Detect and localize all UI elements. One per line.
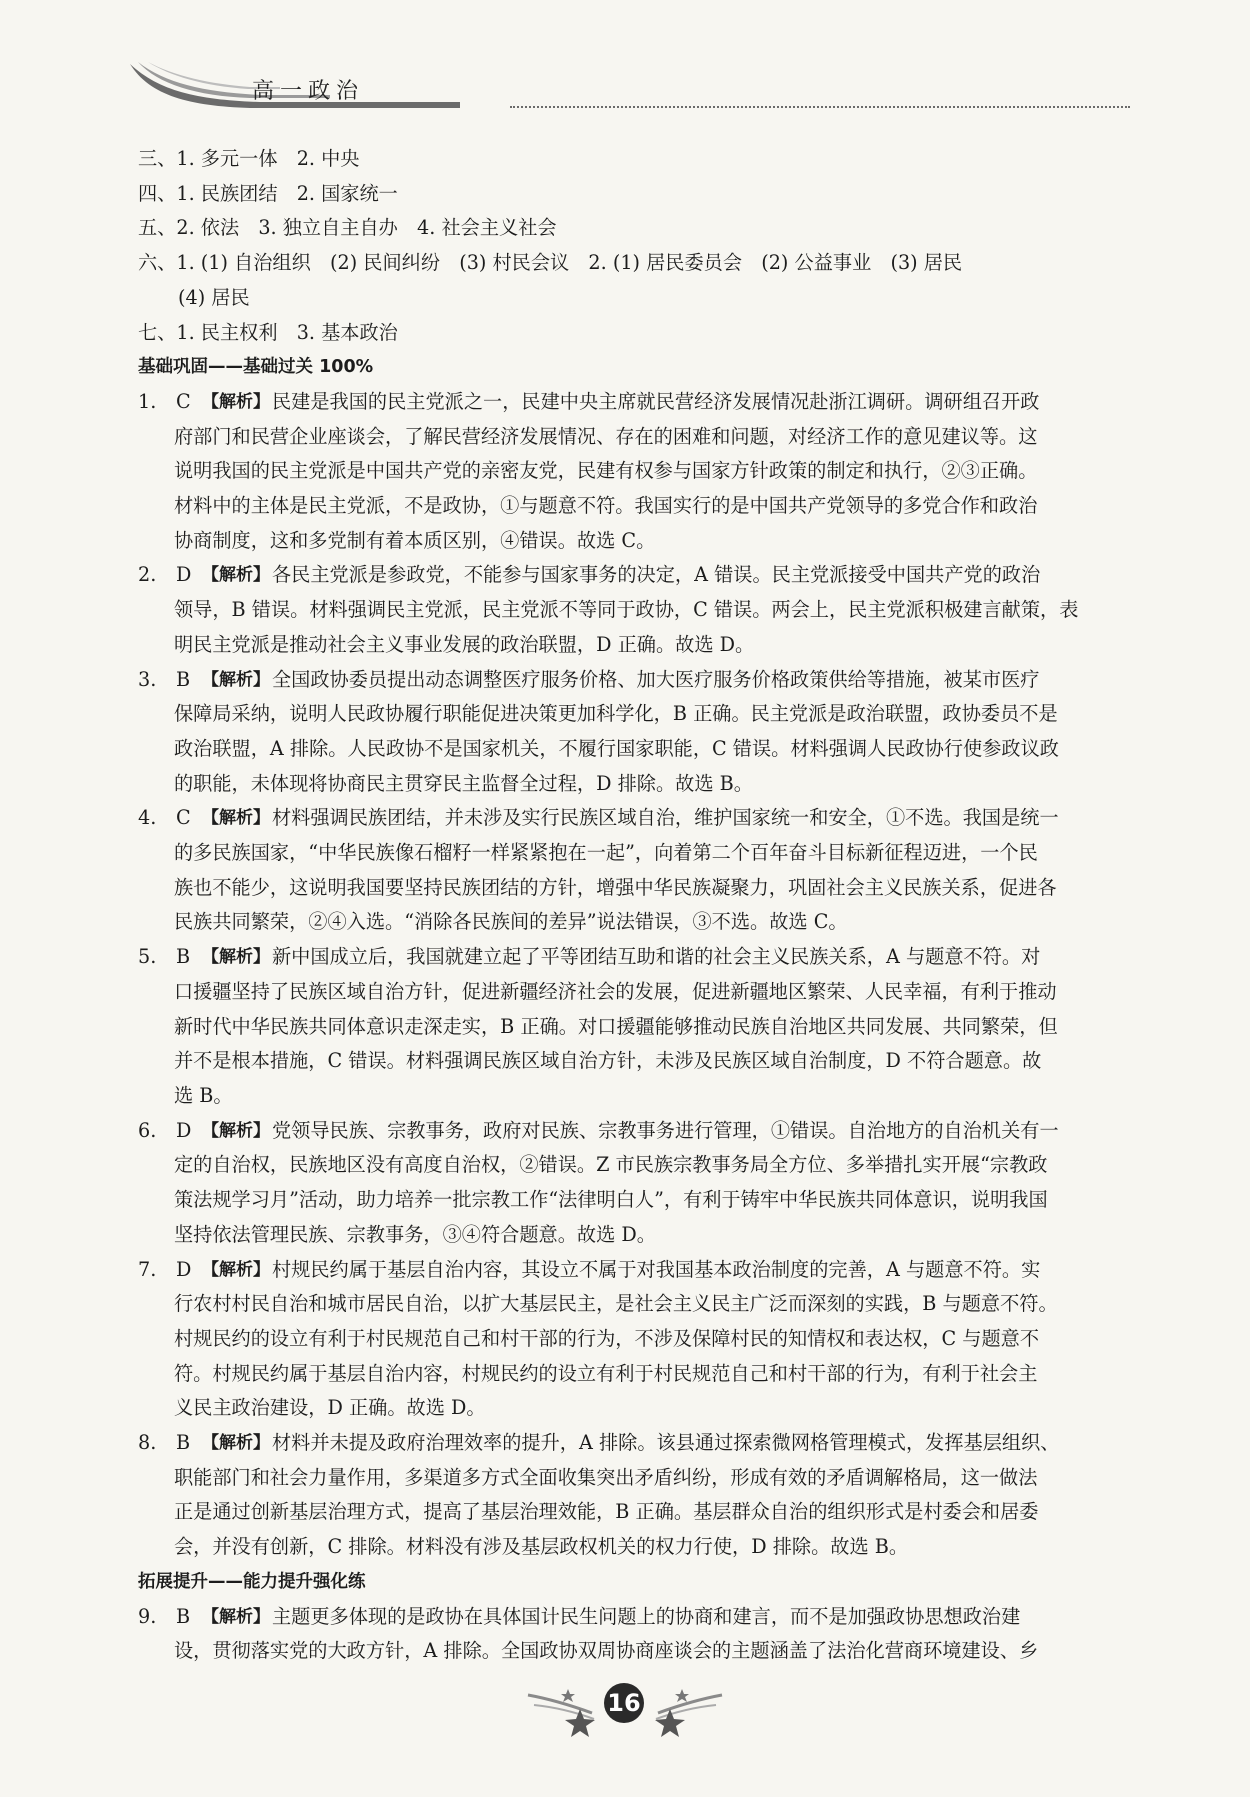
question-item [138,1600,1132,1669]
question-first-line [138,1600,1132,1635]
analysis-text: 义民主政治建设，D 正确。故选 D。 [174,1396,486,1420]
page-number: 16 [604,1683,644,1723]
section-heading-basic: 基础巩固——基础过关 100% [138,357,374,378]
analysis-text: 村规民约属于基层自治内容，其设立不属于对我国基本政治制度的完善，A 与题意不符。实 [272,1257,1041,1281]
answer-letter: B [176,945,191,969]
answer-line-qi: 七、1. 民主权利 3. 基本政治 [138,320,398,344]
header-divider [510,106,1130,108]
question-first-line [138,1253,1132,1288]
analysis-text: 各民主党派是参政党，不能参与国家事务的决定，A 错误。民主党派接受中国共产党的政治 [272,563,1041,587]
answer-letter: C [176,806,191,830]
analysis-text: 协商制度，这和多党制有着本质区别，④错误。故选 C。 [174,528,656,552]
question-number: 5. [138,945,157,969]
analysis-text: 领导，B 错误。材料强调民主党派，民主党派不等同于政协，C 错误。两会上，民主党派积极建言献策，表 [174,598,1079,622]
analysis-text: 职能部门和社会力量作用，多渠道多方式全面收集突出矛盾纠纷，形成有效的矛盾调解格局，这一做法 [174,1465,1038,1489]
question-number: 6. [138,1118,157,1142]
question-first-line [138,1114,1132,1149]
question-number: 3. [138,667,157,691]
answer-line-wu: 五、2. 依法 3. 独立自主自办 4. 社会主义社会 [138,216,557,240]
question-first-line [138,1426,1132,1461]
analysis-text: 主题更多体现的是政协在具体国计民生问题上的协商和建言，而不是加强政协思想政治建 [272,1604,1021,1628]
answer-letter: B [176,1604,191,1628]
question-first-line [138,940,1132,975]
question-item [138,940,1132,1114]
page-header [130,62,1130,122]
question-number: 8. [138,1431,157,1455]
page-title: 高一政治 [252,79,365,104]
analysis-text: 选 B。 [174,1083,233,1107]
answer-letter: C [176,389,191,413]
question-list [138,385,1132,1565]
analysis-text: 全国政协委员提出动态调整医疗服务价格、加大医疗服务价格政策供给等措施，被某市医疗 [272,667,1040,691]
analysis-tag: 【解析】 [202,565,270,586]
analysis-text: 府部门和民营企业座谈会，了解民营经济发展情况、存在的困难和问题，对经济工作的意见建议等。这 [174,424,1038,448]
question-item [138,1114,1132,1253]
analysis-text: 设，贯彻落实党的大政方针，A 排除。全国政协双周协商座谈会的主题涵盖了法治化营商环境建设、乡 [174,1639,1039,1663]
analysis-text: 材料中的主体是民主党派，不是政协，①与题意不符。我国实行的是中国共产党领导的多党合作和政治 [174,494,1038,518]
question-number: 2. [138,563,157,587]
analysis-tag: 【解析】 [202,669,270,690]
analysis-text: 策法规学习月”活动，助力培养一批宗教工作“法律明白人”，有利于铸牢中华民族共同体意识，说明我国 [174,1188,1048,1212]
answer-line-liu: 六、1. (1) 自治组织 (2) 民间纠纷 (3) 村民会议 2. (1) 居民委员会 (2) 公益事业 (3) 居民 [138,251,963,275]
question-item [138,1426,1132,1565]
question-first-line [138,663,1132,698]
analysis-text: 行农村村民自治和城市居民自治，以扩大基层民主，是社会主义民主广泛而深刻的实践，B 与题意不符。 [174,1292,1058,1316]
analysis-text: 并不是根本措施，C 错误。材料强调民族区域自治方针，未涉及民族区域自治制度，D 不符合题意。故 [174,1049,1042,1073]
answer-letter: D [176,563,192,587]
analysis-tag: 【解析】 [202,947,270,968]
question-number: 1. [138,389,157,413]
answer-letter: B [176,667,191,691]
analysis-text: 的职能，未体现将协商民主贯穿民主监督全过程，D 排除。故选 B。 [174,771,753,795]
analysis-text: 村规民约的设立有利于村民规范自己和村干部的行为，不涉及保障村民的知情权和表达权，C 与题意不 [174,1326,1040,1350]
answer-line-liu-cont: (4) 居民 [178,285,250,309]
answer-line-si: 四、1. 民族团结 2. 国家统一 [138,181,398,205]
analysis-text: 正是通过创新基层治理方式，提高了基层治理效能，B 正确。基层群众自治的组织形式是村委会和居委 [174,1500,1039,1524]
section-heading-extension: 拓展提升——能力提升强化练 [138,1571,366,1592]
analysis-text: 定的自治权，民族地区没有高度自治权，②错误。Z 市民族宗教事务局全方位、多举措扎实开展“宗教政 [174,1153,1048,1177]
analysis-tag: 【解析】 [202,1120,270,1141]
analysis-text: 民建是我国的民主党派之一，民建中央主席就民营经济发展情况赴浙江调研。调研组召开政 [272,389,1040,413]
analysis-text: 口援疆坚持了民族区域自治方针，促进新疆经济社会的发展，促进新疆地区繁荣、人民幸福，有利于推动 [174,979,1057,1003]
question-item [138,385,1132,559]
analysis-text: 说明我国的民主党派是中国共产党的亲密友党，民建有权参与国家方针政策的制定和执行，②③正确。 [174,459,1038,483]
question-item [138,801,1132,940]
analysis-tag: 【解析】 [202,1259,270,1280]
analysis-tag: 【解析】 [202,1433,270,1454]
analysis-text: 符。村规民约属于基层自治内容，村规民约的设立有利于村民规范自己和村干部的行为，有利于社会主 [174,1361,1038,1385]
question-first-line [138,801,1132,836]
answer-letter: B [176,1431,191,1455]
analysis-tag: 【解析】 [202,808,270,829]
analysis-tag: 【解析】 [202,391,270,412]
analysis-text: 保障局采纳，说明人民政协履行职能促进决策更加科学化，B 正确。民主党派是政治联盟，政协委员不是 [174,702,1058,726]
analysis-text: 新中国成立后，我国就建立起了平等团结互助和谐的社会主义民族关系，A 与题意不符。对 [272,945,1041,969]
analysis-text: 党领导民族、宗教事务，政府对民族、宗教事务进行管理，①错误。自治地方的自治机关有一 [272,1118,1059,1142]
question-item [138,1253,1132,1427]
analysis-text: 会，并没有创新，C 排除。材料没有涉及基层政权机关的权力行使，D 排除。故选 B。 [174,1535,909,1559]
question-first-line [138,385,1132,420]
question-item [138,558,1132,662]
question-item [138,663,1132,802]
answer-line-san: 三、1. 多元一体 2. 中央 [138,147,360,170]
analysis-text: 明民主党派是推动社会主义事业发展的政治联盟，D 正确。故选 D。 [174,632,755,656]
analysis-text: 的多民族国家，“中华民族像石榴籽一样紧紧抱在一起”，向着第二个百年奋斗目标新征程迈进，一个民 [174,841,1038,865]
analysis-text: 新时代中华民族共同体意识走深走实，B 正确。对口援疆能够推动民族自治地区共同发展、共同繁荣，但 [174,1014,1058,1038]
question-number: 4. [138,806,157,830]
question-number: 7. [138,1257,157,1281]
analysis-text: 坚持依法管理民族、宗教事务，③④符合题意。故选 D。 [174,1222,656,1246]
answer-letter: D [176,1118,192,1142]
question-list-extension [138,1600,1132,1669]
question-first-line [138,558,1132,593]
analysis-text: 材料强调民族团结，并未涉及实行民族区域自治，维护国家统一和安全，①不选。我国是统一 [272,806,1059,830]
analysis-text: 民族共同繁荣，②④入选。“消除各民族间的差异”说法错误，③不选。故选 C。 [174,910,848,934]
question-number: 9. [138,1604,157,1628]
analysis-text: 材料并未提及政府治理效率的提升，A 排除。该县通过探索微网格管理模式，发挥基层组织、 [272,1431,1060,1455]
analysis-text: 政治联盟，A 排除。人民政协不是国家机关，不履行国家职能，C 错误。材料强调人民政协行使参政议政 [174,736,1059,760]
analysis-tag: 【解析】 [202,1606,270,1627]
analysis-text: 族也不能少，这说明我国要坚持民族团结的方针，增强中华民族凝聚力，巩固社会主义民族关系，促进各 [174,875,1057,899]
answer-letter: D [176,1257,192,1281]
answer-content [138,142,1132,1669]
page-footer [520,1665,730,1745]
